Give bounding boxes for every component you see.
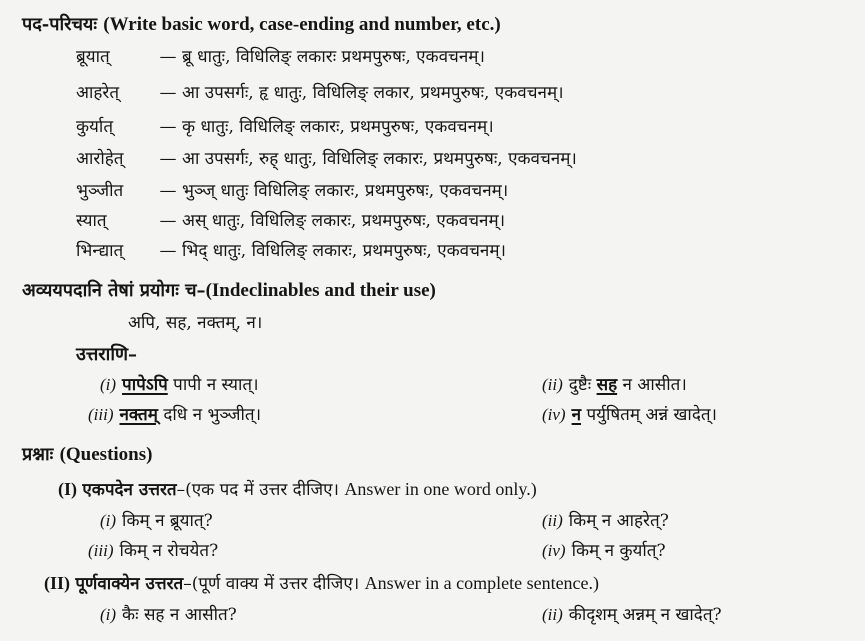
pada-word: स्यात् xyxy=(76,211,107,231)
heading-sanskrit: अव्ययपदानि तेषां प्रयोगः च– xyxy=(22,280,206,301)
part-label: (I) xyxy=(58,479,77,499)
answer-text: पर्युषितम् अन्नं खादेत्। xyxy=(586,405,717,425)
item-number: (iii) xyxy=(88,405,114,424)
answer-text: पापी न स्यात्। xyxy=(173,375,259,395)
pada-parichay-heading xyxy=(22,14,501,36)
list-item xyxy=(76,240,506,262)
question-text: किम् न ब्रूयात्? xyxy=(122,511,213,531)
list-item xyxy=(76,82,564,104)
question-text: किम् न रोचयेत? xyxy=(119,541,219,561)
dash: — xyxy=(159,181,177,201)
dash: — xyxy=(159,83,177,103)
answer-item xyxy=(88,404,261,426)
list-item xyxy=(76,210,505,232)
heading-english: (Write basic word, case-ending and number, etc.) xyxy=(103,14,501,35)
dash: — xyxy=(159,149,177,169)
heading-sanskrit: पद-परिचयः xyxy=(22,14,98,35)
pada-description: भिद् धातुः, विधिलिङ् लकारः, प्रथमपुरुषः, एकवचनम्। xyxy=(182,241,506,261)
part-title: एकपदेन उत्तरत xyxy=(82,480,177,500)
question-item xyxy=(542,604,722,626)
answer-text: दधि न भुञ्जीत्। xyxy=(163,405,262,425)
part-instruction-english: Answer in one word only.) xyxy=(344,479,537,499)
item-number: (iv) xyxy=(542,541,566,560)
pada-description: अस् धातुः, विधिलिङ् लकारः, प्रथमपुरुषः, एकवचनम्। xyxy=(182,211,506,231)
question-text: कीदृशम् अन्नम् न खादेत्? xyxy=(568,605,722,625)
dash: — xyxy=(159,117,177,137)
item-number: (ii) xyxy=(542,375,563,394)
item-number: (i) xyxy=(100,511,117,530)
answer-text: न आसीत। xyxy=(622,375,687,395)
pada-word: भिन्द्यात् xyxy=(76,241,124,261)
answer-item xyxy=(100,374,259,396)
pada-word: आरोहेत् xyxy=(76,149,124,169)
list-item xyxy=(76,46,485,68)
answer-item xyxy=(542,374,687,396)
pada-description: आ उपसर्गः, रुह् धातुः, विधिलिङ् लकारः, प्रथमपुरुषः, एकवचनम्। xyxy=(182,149,577,169)
pada-word: ब्रूयात् xyxy=(76,47,110,67)
dash: — xyxy=(159,47,177,67)
list-item xyxy=(76,180,508,202)
pada-description: भुञ्ज् धातुः विधिलिङ् लकारः, प्रथमपुरुषः, एकवचनम्। xyxy=(182,181,509,201)
heading-sanskrit: प्रश्नाः xyxy=(22,444,54,465)
question-item xyxy=(100,604,237,626)
item-number: (i) xyxy=(100,375,117,394)
avyaya-heading xyxy=(22,280,436,302)
underlined-word: पापेऽपि xyxy=(122,375,168,395)
part-instruction-english: Answer in a complete sentence.) xyxy=(364,573,600,593)
item-number: (ii) xyxy=(542,605,563,624)
answer-text: दुष्टैः xyxy=(568,375,592,395)
part-title: पूर्णवाक्येन उत्तरत xyxy=(75,574,184,594)
item-number: (iii) xyxy=(88,541,114,560)
question-text: कैः सह न आसीत? xyxy=(122,605,237,625)
pada-word: कुर्यात् xyxy=(76,117,114,137)
heading-english: (Questions) xyxy=(59,444,153,465)
underlined-word: न xyxy=(571,405,582,425)
question-item xyxy=(100,510,213,532)
heading-english: (Indeclinables and their use) xyxy=(205,280,436,301)
dash: — xyxy=(159,241,177,261)
pada-word: आहरेत् xyxy=(76,83,120,103)
answers-label: उत्तराणि– xyxy=(76,344,138,365)
answer-item xyxy=(542,404,717,426)
question-text: किम् न आहरेत्? xyxy=(568,511,669,531)
pada-description: ब्रू धातुः, विधिलिङ् लकारः प्रथमपुरुषः, एकवचनम्। xyxy=(182,47,485,67)
part-instruction: –(पूर्ण वाक्य में उत्तर दीजिए। xyxy=(183,574,360,594)
question-text: किम् न कुर्यात्? xyxy=(571,541,666,561)
underlined-word: नक्तम् xyxy=(119,405,158,425)
underlined-word: सह xyxy=(596,375,618,395)
pada-description: आ उपसर्गः, हृ धातुः, विधिलिङ् लकार, प्रथमपुरुषः, एकवचनम्। xyxy=(182,83,564,103)
part-label: (II) xyxy=(44,573,70,593)
part-two-heading xyxy=(44,572,599,595)
question-item xyxy=(542,510,669,532)
question-item xyxy=(542,540,666,562)
list-item xyxy=(76,116,494,138)
questions-heading xyxy=(22,444,152,466)
item-number: (ii) xyxy=(542,511,563,530)
dash: — xyxy=(159,211,177,231)
part-instruction: –(एक पद में उत्तर दीजिए। xyxy=(176,480,339,500)
pada-word: भुञ्जीत xyxy=(76,181,124,201)
part-one-heading xyxy=(58,478,537,501)
item-number: (i) xyxy=(100,605,117,624)
item-number: (iv) xyxy=(542,405,566,424)
question-item xyxy=(88,540,218,562)
pada-description: कृ धातुः, विधिलिङ् लकारः, प्रथमपुरुषः, एकवचनम्। xyxy=(182,117,494,137)
avyaya-words: अपि, सह, नक्तम्, न। xyxy=(128,313,263,333)
list-item xyxy=(76,148,577,170)
